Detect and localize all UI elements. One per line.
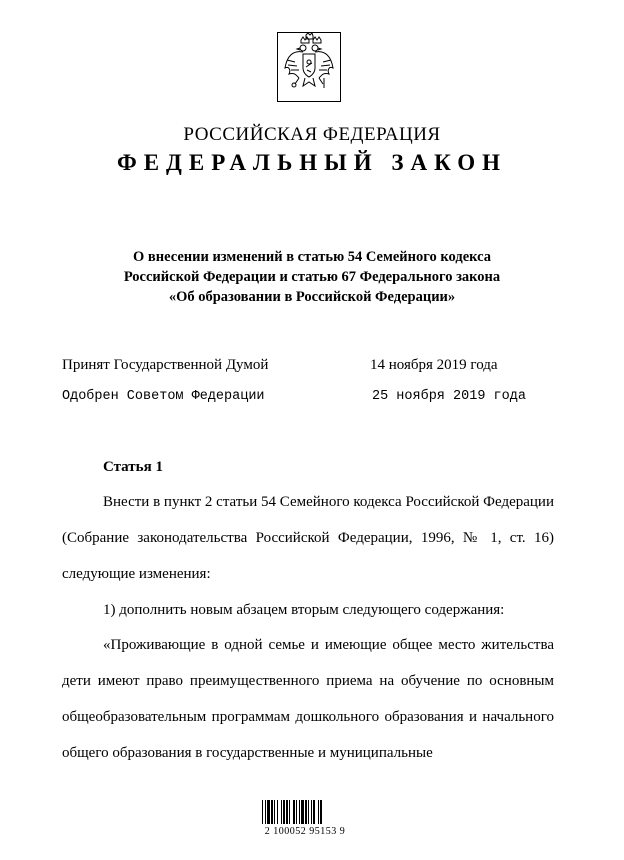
barcode-bar: [318, 800, 319, 824]
barcode-bar: [299, 800, 300, 824]
barcode-bar: [289, 800, 290, 824]
russian-coat-of-arms-icon: [277, 32, 341, 102]
council-approval-label: Одобрен Советом Федерации: [62, 389, 265, 404]
adoption-council-row: [62, 389, 542, 409]
barcode-bar: [301, 800, 304, 824]
barcode-bar: [305, 800, 307, 824]
barcode-bar: [296, 800, 297, 824]
duma-adoption-label: Принят Государственной Думой: [62, 357, 269, 373]
barcode-bar: [320, 800, 322, 824]
barcode-bar: [262, 800, 263, 824]
barcode-number: 2 100052 95153 9: [264, 826, 346, 837]
barcode-bar: [308, 800, 309, 824]
barcode-bar: [283, 800, 285, 824]
country-name: РОССИЙСКАЯ ФЕДЕРАЦИЯ: [183, 124, 441, 145]
barcode-bar: [265, 800, 266, 824]
document-barcode: [258, 796, 352, 844]
article-paragraph: «Проживающие в одной семье и имеющие общее место жительства дети имеют право преимущественного приема на обучение по основным общеобразовательным программам дошкольного образования и начального общего образования в государственные и муниципальные: [62, 637, 554, 761]
law-type-heading: ФЕДЕРАЛЬНЫЙ ЗАКОН: [116, 150, 508, 175]
article-paragraph: Внести в пункт 2 статьи 54 Семейного кодекса Российской Федерации (Собрание законодательства Российской Федерации, 1996, № 1, ст. 16) следующие изменения:: [62, 494, 554, 582]
barcode-bar: [293, 800, 295, 824]
article-heading: Статья 1: [103, 459, 163, 475]
barcode-bar: [286, 800, 288, 824]
barcode-bar: [277, 800, 278, 824]
barcode-bar: [274, 800, 275, 824]
law-title-line: О внесении изменений в статью 54 Семейного кодекса: [133, 249, 491, 265]
barcode-bar: [267, 800, 270, 824]
barcode-bar: [311, 800, 312, 824]
duma-adoption-date: 14 ноября 2019 года: [370, 357, 498, 373]
adoption-duma-row: [62, 357, 542, 377]
law-title-line: «Об образовании в Российской Федерации»: [168, 289, 456, 305]
barcode-bars: [258, 796, 352, 826]
law-title-line: Российской Федерации и статью 67 Федерального закона: [123, 269, 501, 285]
barcode-bar: [281, 800, 282, 824]
council-approval-date: 25 ноября 2019 года: [372, 389, 526, 404]
barcode-bar: [313, 800, 315, 824]
barcode-bar: [271, 800, 273, 824]
article-paragraph: 1) дополнить новым абзацем вторым следующего содержания:: [103, 602, 505, 618]
law-title: [60, 247, 564, 307]
